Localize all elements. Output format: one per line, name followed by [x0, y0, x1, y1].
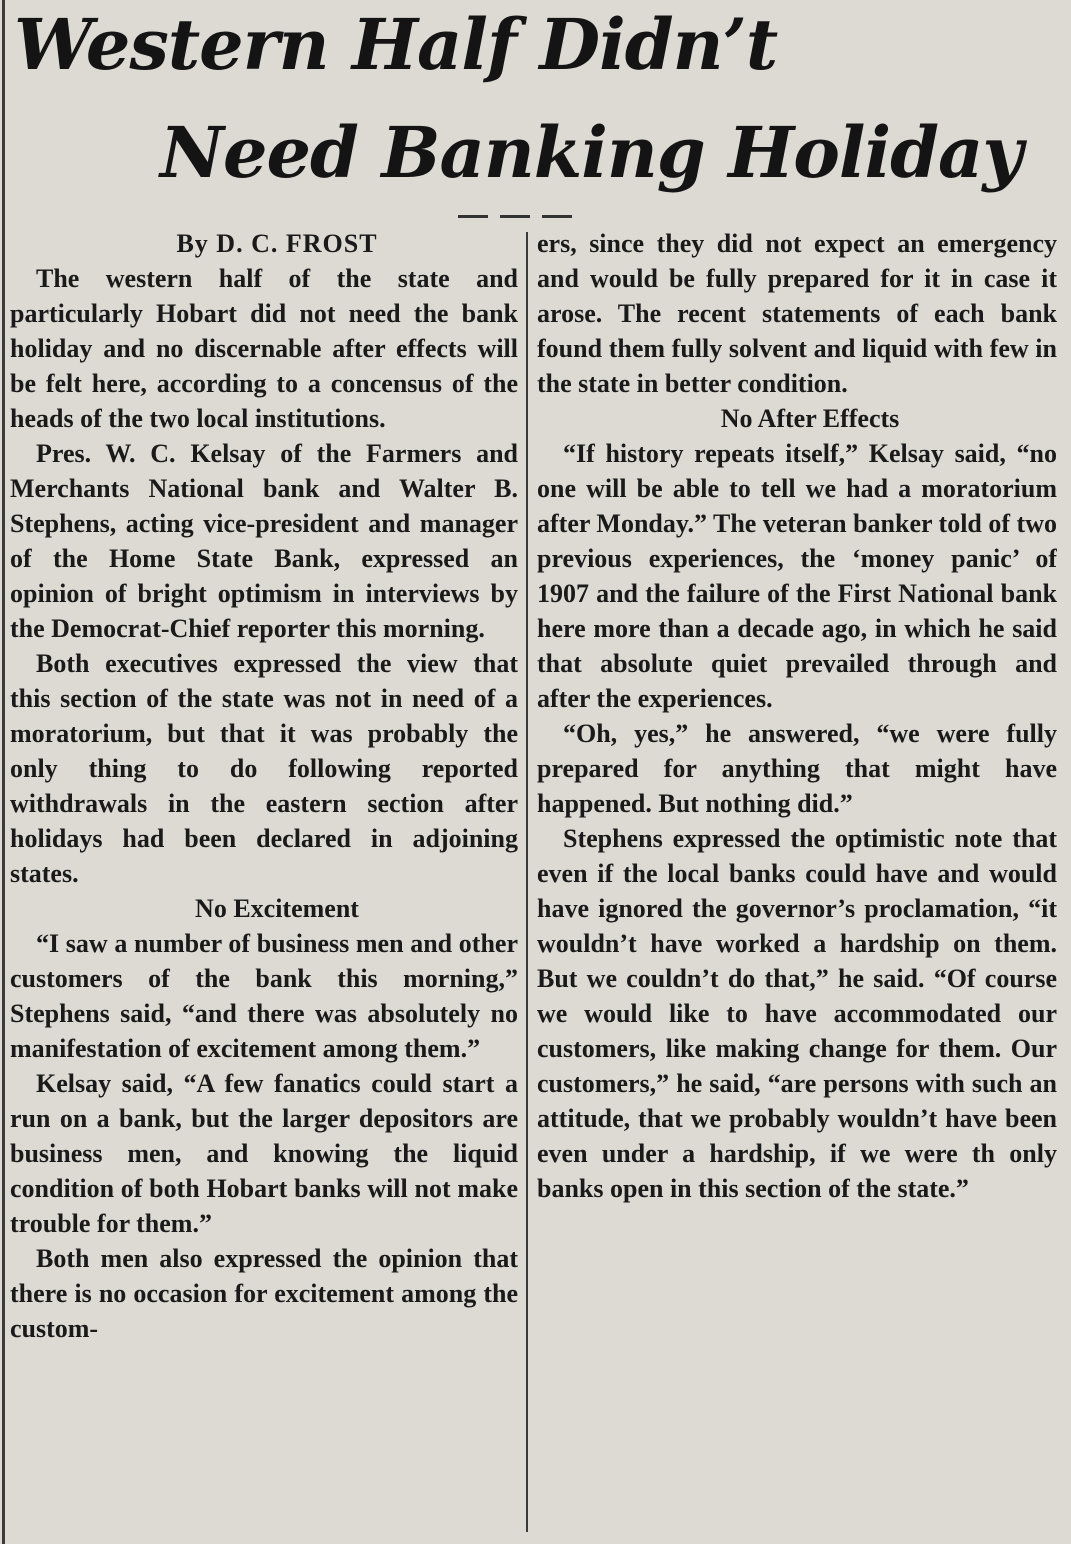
paragraph: Stephens expressed the optimistic note that even if the local banks could have and would have ignored the governor’s proclamation, “it wouldn’t have worked a hardship on them. But we couldn’t do that,” he said. “Of course we would like to have accommodated our customers, like making change for them. Our customers,” he said, “are persons with such an attitude, that we probably wouldn’t have been even under a hardship, if we were th only banks open in this section of the state.” — [537, 824, 1057, 1203]
paragraph: The western half of the state and particularly Hobart did not need the bank holiday and no discernable after effects will be felt here, according to a concensus of the heads of the two local institutions. — [10, 264, 518, 433]
paragraph: “If history repeats itself,” Kelsay said, “no one will be able to tell we had a moratorium after Monday.” The veteran banker told of two previous experiences, the ‘money panic’ of 1907 and the failure of the First National bank here more than a decade ago, in which he said that absolute quiet prevailed through and after the experiences. — [537, 439, 1057, 713]
subhead: No Excitement — [195, 894, 359, 923]
left-column-rule — [2, 0, 5, 1544]
article-column-right — [537, 226, 1057, 1538]
subhead: No After Effects — [720, 404, 900, 433]
paragraph-continued: ers, since they did not expect an emergency and would be fully prepared for it in case it arose. The recent statements of each bank found them fully solvent and liquid with few in the state in better condition. — [537, 229, 1057, 398]
article-column-left — [10, 226, 518, 1538]
headline-line-2: Need Banking Holiday — [160, 111, 1023, 194]
paragraph: “I saw a number of business men and other customers of the bank this morning,” Stephens said, “and there was absolutely no manifestation of excitement among them.” — [10, 929, 518, 1063]
headline-line-1: Western Half Didn’t — [14, 3, 778, 86]
paragraph: “Oh, yes,” he answered, “we were fully prepared for anything that might have happened. But nothing did.” — [537, 719, 1057, 818]
paragraph: Both men also expressed the opinion that there is no occasion for excitement among the custom- — [10, 1244, 518, 1343]
byline: By D. C. FROST — [176, 229, 378, 258]
headline-dash-rule — [458, 215, 574, 218]
paragraph: Pres. W. C. Kelsay of the Farmers and Merchants National bank and Walter B. Stephens, acting vice-president and manager of the Home State Bank, expressed an opinion of bright optimism in interviews by the Democrat-Chief reporter this morning. — [10, 439, 518, 643]
paragraph: Both executives expressed the view that this section of the state was not in need of a moratorium, but that it was probably the only thing to do following reported withdrawals in the eastern section after holidays had been declared in adjoining states. — [10, 649, 518, 888]
paragraph: Kelsay said, “A few fanatics could start a run on a bank, but the larger depositors are business men, and knowing the liquid condition of both Hobart banks will not make trouble for them.” — [10, 1069, 518, 1238]
column-divider — [526, 232, 528, 1532]
